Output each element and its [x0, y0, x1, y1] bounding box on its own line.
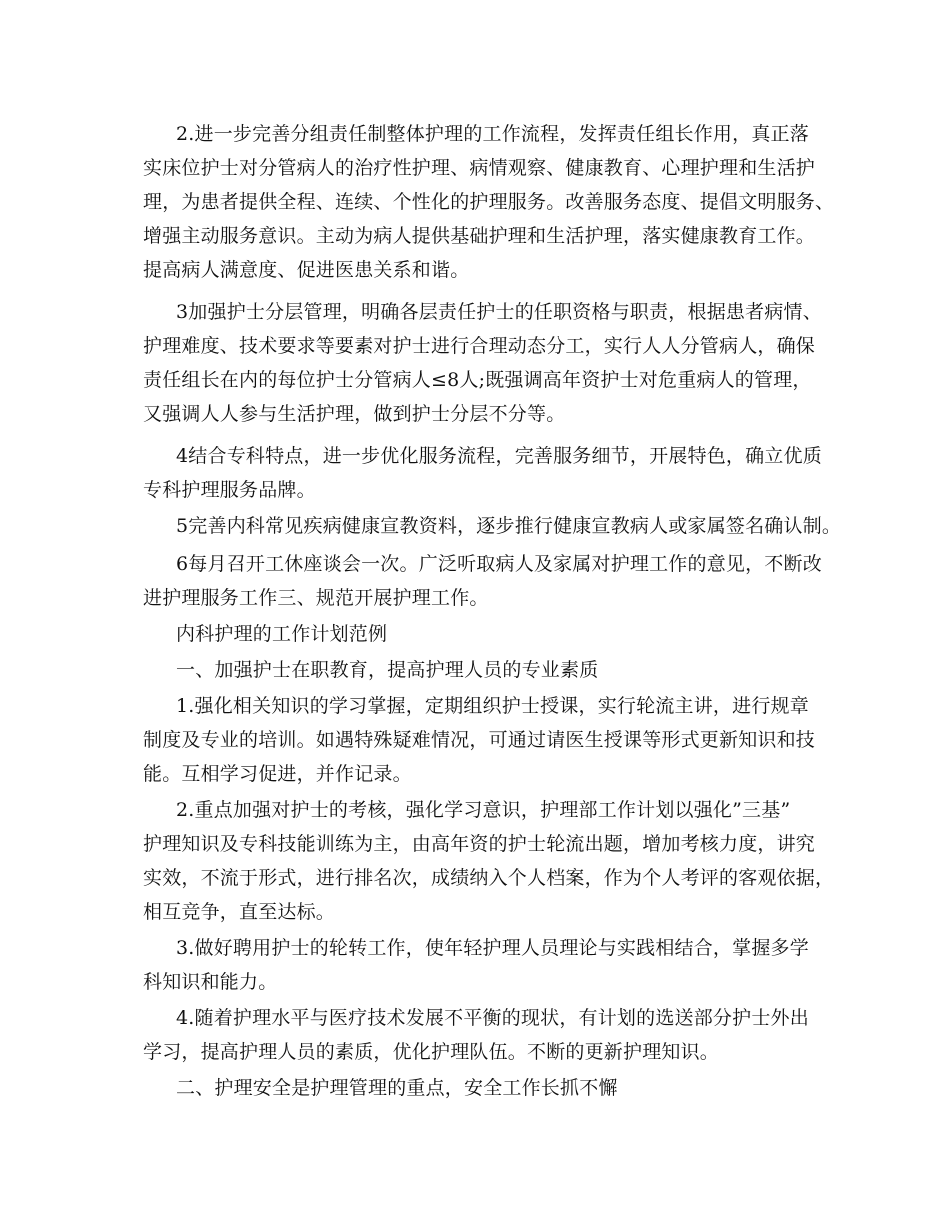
paragraph-line: 进护理服务工作三、规范开展护理工作。: [143, 587, 489, 609]
section-heading: 内科护理的工作计划范例: [176, 623, 388, 645]
paragraph-line: 责任组长在内的每位护士分管病人≤8人;既强调高年资护士对危重病人的管理，: [143, 369, 812, 391]
paragraph-line: 3加强护士分层管理，明确各层责任护士的任职资格与职责，根据患者病情、: [176, 301, 822, 323]
section-heading: 一、加强护士在职教育，提高护理人员的专业素质: [176, 659, 599, 681]
paragraph-line: 实效，不流于形式，进行排名次，成绩纳入个人档案，作为个人考评的客观依据，: [143, 867, 835, 889]
paragraph-line: 4.随着护理水平与医疗技术发展不平衡的现状，有计划的选送部分护士外出: [176, 1007, 809, 1029]
paragraph-line: 1.强化相关知识的学习掌握，定期组织护士授课，实行轮流主讲，进行规章: [176, 695, 809, 717]
paragraph-line: 实床位护士对分管病人的治疗性护理、病情观察、健康教育、心理护理和生活护: [143, 157, 816, 179]
paragraph-line: 科知识和能力。: [143, 971, 278, 993]
paragraph-line: 4结合专科特点，进一步优化服务流程，完善服务细节，开展特色，确立优质: [176, 445, 822, 467]
paragraph-line: 护理难度、技术要求等要素对护士进行合理动态分工，实行人人分管病人，确保: [143, 335, 816, 357]
paragraph-line: 提高病人满意度、促进医患关系和谐。: [143, 259, 470, 281]
paragraph-line: 理，为患者提供全程、连续、个性化的护理服务。改善服务态度、提倡文明服务、: [143, 191, 835, 213]
paragraph-line: 3.做好聘用护士的轮转工作，使年轻护理人员理论与实践相结合，掌握多学: [176, 937, 809, 959]
paragraph-line: 制度及专业的培训。如遇特殊疑难情况，可通过请医生授课等形式更新知识和技: [143, 729, 816, 751]
paragraph-line: 专科护理服务品牌。: [143, 479, 316, 501]
paragraph-line: 增强主动服务意识。主动为病人提供基础护理和生活护理，落实健康教育工作。: [143, 225, 816, 247]
paragraph-line: 2.进一步完善分组责任制整体护理的工作流程，发挥责任组长作用，真正落: [176, 123, 809, 145]
section-heading: 二、护理安全是护理管理的重点，安全工作长抓不懈: [176, 1077, 618, 1099]
paragraph-line: 护理知识及专科技能训练为主，由高年资的护士轮流出题，增加考核力度，讲究: [143, 833, 816, 855]
paragraph-line: 5完善内科常见疾病健康宣教资料，逐步推行健康宣教病人或家属签名确认制。: [176, 515, 842, 537]
paragraph-line: 2.重点加强对护士的考核，强化学习意识，护理部工作计划以强化”三基”: [176, 799, 791, 821]
paragraph-line: 6每月召开工休座谈会一次。广泛听取病人及家属对护理工作的意见，不断改: [176, 553, 822, 575]
paragraph-line: 能。互相学习促进，并作记录。: [143, 763, 412, 785]
paragraph-line: 又强调人人参与生活护理，做到护士分层不分等。: [143, 403, 566, 425]
paragraph-line: 学习，提高护理人员的素质，优化护理队伍。不断的更新护理知识。: [143, 1041, 720, 1063]
paragraph-line: 相互竞争，直至达标。: [143, 901, 336, 923]
